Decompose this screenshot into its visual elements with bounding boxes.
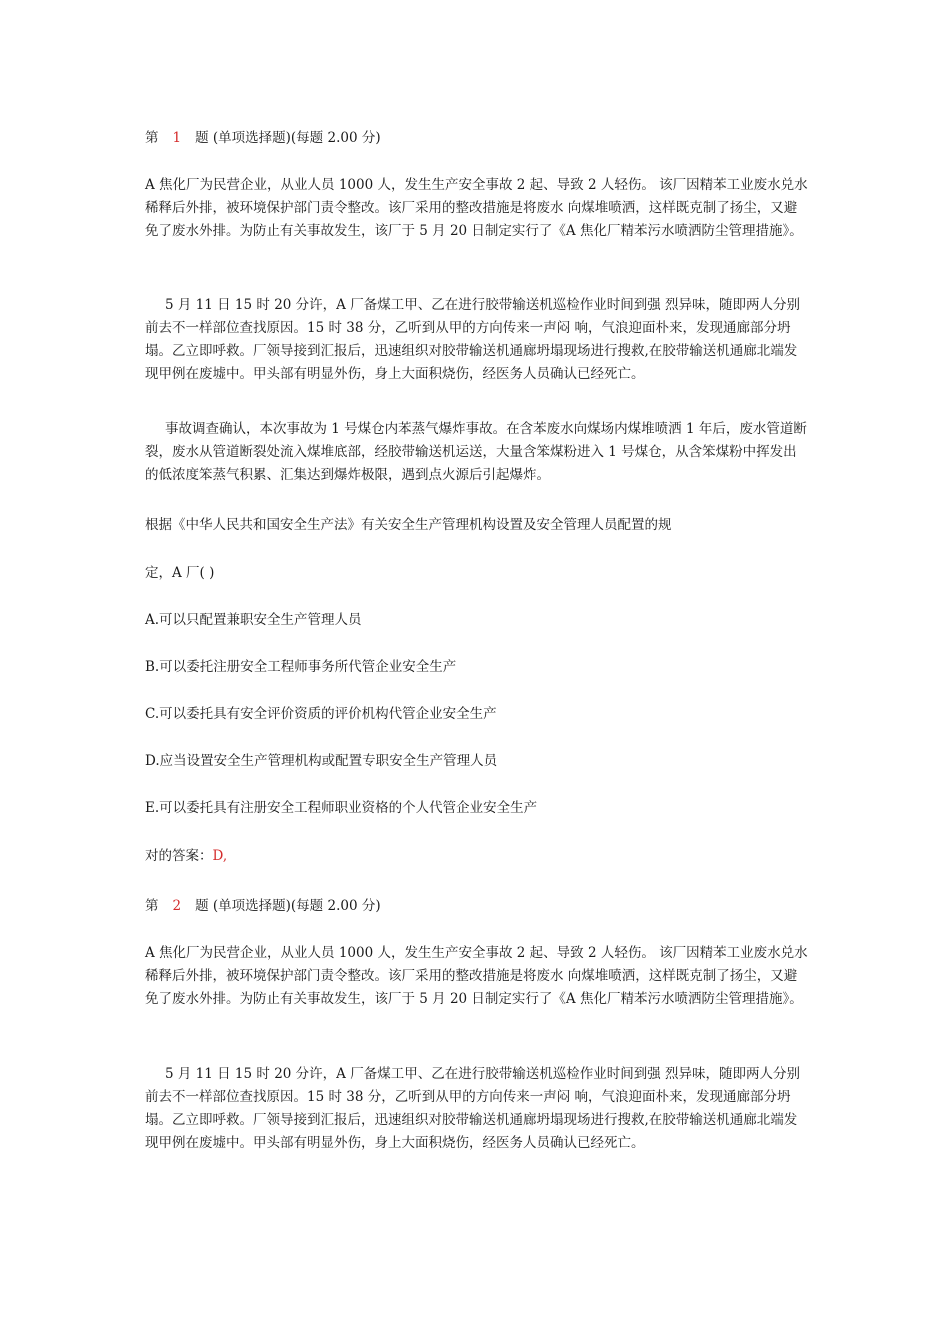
option-c: C.可以委托具有安全评价资质的评价机构代管企业安全生产 (145, 706, 497, 722)
option-d: D.应当设置安全生产管理机构或配置专职安全生产管理人员 (145, 753, 498, 769)
option-a: A.可以只配置兼职安全生产管理人员 (145, 612, 362, 628)
question-number: 1 (172, 130, 182, 146)
question-1-paragraph-1: A 焦化厂为民营企业，从业人员 1000 人，发生生产安全事故 2 起、导致 2 人轻伤。 该厂因精苯工业废水兑水稀释后外排，被环境保护部门责令整改。该厂采用的整改措施是将废水 向煤堆喷洒，这样既克制了扬尘，又避免了废水外排。为防止有关事故发生，该厂于 5 月 20 日制定实行了《A 焦化厂精苯污水喷洒防尘管理措施》。 (145, 177, 808, 239)
question-2-header (145, 895, 381, 917)
question-1-stem-line-1: 根据《中华人民共和国安全生产法》有关安全生产管理机构设置及安全管理人员配置的规 (145, 517, 672, 533)
question-prefix: 第 (145, 898, 159, 914)
option-e: E.可以委托具有注册安全工程师职业资格的个人代管企业安全生产 (145, 800, 538, 816)
question-1-paragraph-2: 5 月 11 日 15 时 20 分许，A 厂备煤工甲、乙在进行胶带输送机巡检作业时间到强 烈异味，随即两人分别前去不一样部位查找原因。15 时 38 分，乙听到从甲的方向传来一声闷 响，气浪迎面朴来，发现通廊部分坍塌。乙立即呼救。厂领导接到汇报后，迅速组织对胶带输送机通廊坍塌现场进行搜救,在胶带输送机通廊北端发现甲例在废墟中。甲头部有明显外伤，身上大面积烧伤，经医务人员确认已经死亡。 (145, 297, 800, 382)
question-prefix: 第 (145, 130, 159, 146)
option-b: B.可以委托注册安全工程师事务所代管企业安全生产 (145, 659, 457, 675)
question-type: 题 (单项选择题)(每题 2.00 分) (195, 898, 381, 914)
question-1-paragraph-3: 事故调查确认，本次事故为 1 号煤仓内苯蒸气爆炸事故。在含苯废水向煤场内煤堆喷洒 1 年后，废水管道断裂，废水从管道断裂处流入煤堆底部，经胶带输送机运送，大量含笨煤粉进入 1 号煤仓，从含笨煤粉中挥发出的低浓度笨蒸气积累、汇集达到爆炸极限，遇到点火源后引起爆炸。 (145, 421, 807, 483)
question-number: 2 (172, 898, 182, 914)
answer-label: 对的答案： (145, 848, 213, 864)
question-1-stem-line-2: 定，A 厂( ) (145, 565, 215, 581)
question-2-paragraph-2: 5 月 11 日 15 时 20 分许，A 厂备煤工甲、乙在进行胶带输送机巡检作业时间到强 烈异味，随即两人分别前去不一样部位查找原因。15 时 38 分，乙听到从甲的方向传来一声闷 响，气浪迎面朴来，发现通廊部分坍塌。乙立即呼救。厂领导接到汇报后，迅速组织对胶带输送机通廊坍塌现场进行搜救,在胶带输送机通廊北端发现甲例在废墟中。甲头部有明显外伤，身上大面积烧伤，经医务人员确认已经死亡。 (145, 1066, 800, 1151)
question-type: 题 (单项选择题)(每题 2.00 分) (195, 130, 381, 146)
question-1-header (145, 127, 381, 149)
answer-line (145, 845, 227, 867)
question-2-paragraph-1: A 焦化厂为民营企业，从业人员 1000 人，发生生产安全事故 2 起、导致 2 人轻伤。 该厂因精苯工业废水兑水稀释后外排，被环境保护部门责令整改。该厂采用的整改措施是将废水 向煤堆喷洒，这样既克制了扬尘，又避免了废水外排。为防止有关事故发生，该厂于 5 月 20 日制定实行了《A 焦化厂精苯污水喷洒防尘管理措施》。 (145, 945, 808, 1007)
answer-value: D, (212, 848, 228, 864)
